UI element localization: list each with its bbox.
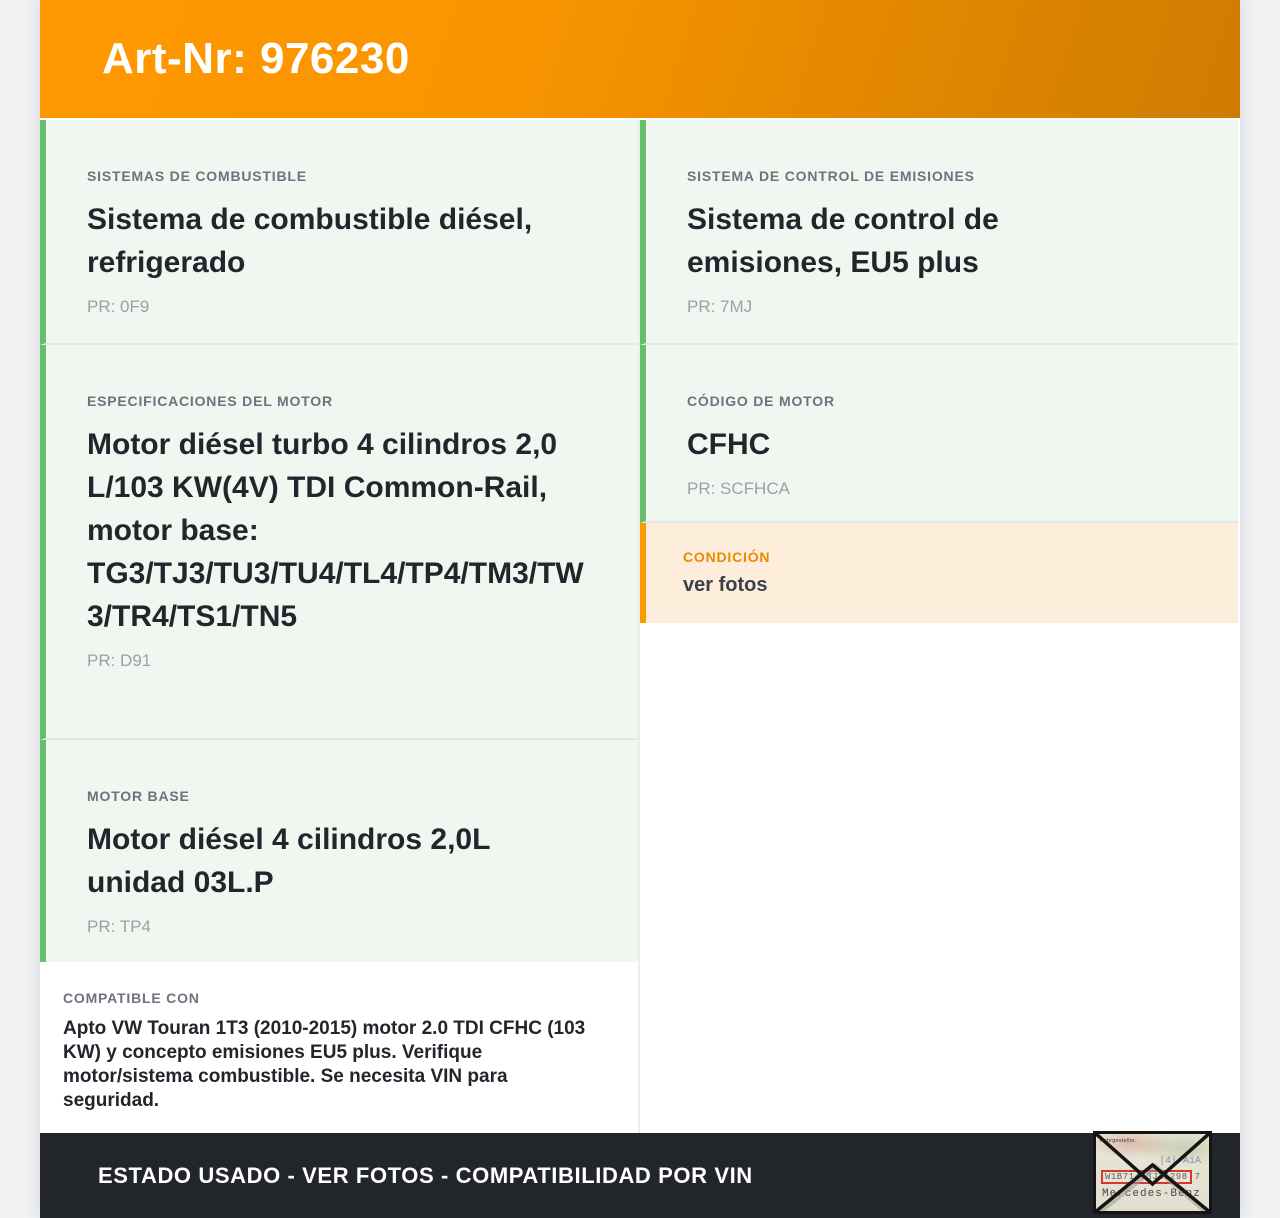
right-column: [640, 120, 1238, 1133]
card-label: CÓDIGO DE MOTOR: [687, 393, 835, 409]
vin-document-thumbnail: [1093, 1131, 1212, 1214]
vin-doc-label: Fahrgestellnr.: [1100, 1137, 1137, 1144]
card-pr-code: PR: TP4: [87, 917, 151, 936]
card-title: Sistema de combustible diésel, refrigerado: [87, 203, 533, 279]
card-label: SISTEMA DE CONTROL DE EMISIONES: [687, 168, 975, 184]
fuel-system-card: [40, 120, 638, 345]
base-engine-card: [40, 740, 638, 962]
vin-number-suffix: 7: [1194, 1172, 1201, 1182]
engine-code-card: [640, 345, 1238, 523]
status-footer-text: ESTADO USADO - VER FOTOS - COMPATIBILIDAD POR VIN: [98, 1162, 753, 1188]
engine-specs-card: [40, 345, 638, 740]
card-title: Sistema de control de emisiones, EU5 plus: [687, 203, 999, 279]
card-label: SISTEMAS DE COMBUSTIBLE: [87, 168, 307, 184]
envelope-icon: [1093, 1131, 1212, 1214]
card-title: Motor diésel 4 cilindros 2,0L unidad 03L.P: [87, 823, 490, 899]
card-title: Motor diésel turbo 4 cilindros 2,0 L/103 KW(4V) TDI Common-Rail, motor base: TG3/TJ3/TU3/TU4/TL4/TP4/TM3/TW3/TR4/TS1/TN5: [87, 428, 584, 633]
card-pr-code: PR: 7MJ: [687, 297, 753, 316]
condition-value: ver fotos: [683, 574, 768, 596]
article-header: [40, 0, 1240, 118]
card-pr-code: PR: SCFHCA: [687, 479, 790, 498]
condition-label: CONDICIÓN: [683, 549, 771, 565]
content-columns: [40, 120, 1240, 1133]
card-pr-code: PR: 0F9: [87, 297, 150, 316]
status-footer-bar: [40, 1133, 1240, 1218]
condition-card: [640, 523, 1238, 623]
left-column: [40, 120, 640, 1133]
card-pr-code: PR: D91: [87, 651, 152, 670]
listing-page: [40, 0, 1240, 1218]
card-label: ESPECIFICACIONES DEL MOTOR: [87, 393, 333, 409]
card-label: MOTOR BASE: [87, 788, 190, 804]
vin-number-highlight: W1B71463J31298: [1101, 1170, 1192, 1184]
article-number-title: Art-Nr: 976230: [102, 34, 410, 83]
card-title: CFHC: [687, 428, 771, 461]
compatibility-label: COMPATIBLE CON: [63, 990, 200, 1006]
compatibility-section: [40, 962, 638, 1133]
vin-brand-text: Mercedes-Benz: [1102, 1188, 1201, 1200]
emission-system-card: [640, 120, 1238, 345]
vin-doc-meta: |4| AiA: [1158, 1156, 1201, 1167]
compatibility-text: Apto VW Touran 1T3 (2010-2015) motor 2.0 TDI CFHC (103 KW) y concepto emisiones EU5 plus. Verifique motor/sistema combustible. Se necesita VIN para seguridad.: [63, 1018, 586, 1111]
